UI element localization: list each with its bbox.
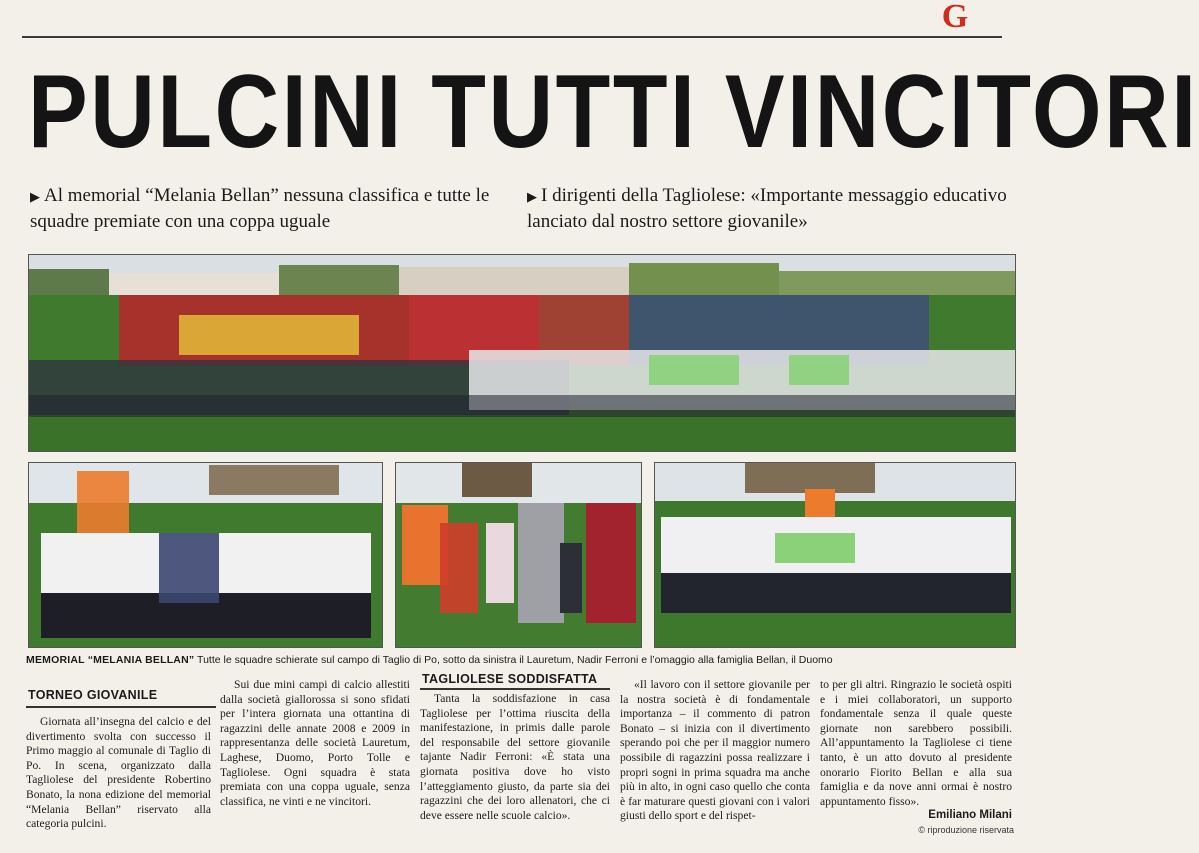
photo-lauretum-image — [29, 463, 382, 647]
newspaper-logo: G — [941, 0, 969, 35]
article-col-5 — [820, 678, 1012, 809]
photo-duomo — [654, 462, 1016, 648]
article-col-2-text: Sui due mini campi di calcio allestiti dalla società giallorossa si sono sfidati per l’intera giornata una ottantina di ragazzini delle annate 2008 e 2009 in rappresentanza delle società Lauretum, Laghese, Duomo, Porto Tolle e Tagliolese. Ogni squadra è stata premiata con una coppa uguale, senza classifica, ne vinti e ne vincitori. — [220, 678, 410, 808]
triangle-marker-icon: ▶ — [527, 189, 537, 204]
author-byline: Emiliano Milani — [928, 809, 1012, 821]
article-col-3 — [420, 692, 610, 823]
kicker-underline — [420, 688, 610, 690]
deck-right — [527, 183, 1022, 234]
deck-left — [30, 183, 520, 234]
article-col-4-text: «Il lavoro con il settore giovanile per la nostra società è di fondamentale importanza – il commento di patron Bonato – si inizia con il divertimento sperando poi che per il maggior numero possibile di ragazzini possa realizzare i propri sogni in prima squadra ma anche più in alto, in ogni caso quello che conta è far maturare questi giovani con i valori giusti dello sport e del rispet- — [620, 678, 810, 823]
photo-all-teams — [28, 254, 1016, 452]
triangle-marker-icon: ▶ — [30, 189, 40, 204]
kicker-torneo-giovanile: TORNEO GIOVANILE — [28, 688, 158, 702]
article-col-1 — [26, 715, 211, 832]
photo-all-teams-image — [29, 255, 1015, 451]
caption-lead: MEMORIAL “MELANIA BELLAN” — [26, 654, 195, 666]
photo-caption — [26, 653, 1006, 667]
photo-lauretum — [28, 462, 383, 648]
photo-ferroni-bellan-image — [396, 463, 641, 647]
caption-text: Tutte le squadre schierate sul campo di Taglio di Po, sotto da sinistra il Lauretum, Nadir Ferroni e l’omaggio alla famiglia Bellan, il Duomo — [194, 654, 833, 666]
deck-right-text: I dirigenti della Tagliolese: «Importante messaggio educativo lanciato dal nostro settore giovanile» — [527, 185, 1007, 232]
article-col-4 — [620, 678, 810, 824]
kicker-tagliolese-soddisfatta: TAGLIOLESE SODDISFATTA — [422, 672, 598, 686]
kicker-underline — [26, 706, 216, 708]
top-rule — [22, 36, 1002, 38]
article-col-5-text: to per gli altri. Ringrazio le società ospiti e i miei collaboratori, un supporto fondamentale senza il quale queste giornate non sarebbero possibili. All’appuntamento la Tagliolese ci tiene tanto, è un atto dovuto al presidente onorario Fiorito Bellan e alla sua famiglia e da nove anni ormai è nostro appuntamento fisso». — [820, 678, 1012, 808]
deck-left-text: Al memorial “Melania Bellan” nessuna classifica e tutte le squadre premiate con una coppa uguale — [30, 185, 490, 232]
photo-ferroni-bellan — [395, 462, 642, 648]
article-col-1-text: Giornata all’insegna del calcio e del divertimento svolta con successo il Primo maggio al comunale di Taglio di Po. In scena, organizzato dalla Tagliolese del presidente Robertino Bonato, la nona edizione del memorial “Melania Bellan” riservato alla categoria pulcini. — [26, 715, 211, 831]
photo-duomo-image — [655, 463, 1015, 647]
article-col-3-text: Tanta la soddisfazione in casa Tagliolese per l’ottima riuscita della manifestazione, in primis dalle parole del responsabile del settore giovanile tajante Nadir Ferroni: «È stata una giornata positiva dove ho visto l’atteggiamento giusto, da parte sia dei ragazzini che dei loro allenatori, che ci deve essere nelle scuole calcio». — [420, 692, 610, 822]
copyright-notice: © riproduzione riservata — [918, 825, 1014, 835]
headline: PULCINI TUTTI VINCITORI — [28, 54, 1199, 170]
article-col-2 — [220, 678, 410, 809]
